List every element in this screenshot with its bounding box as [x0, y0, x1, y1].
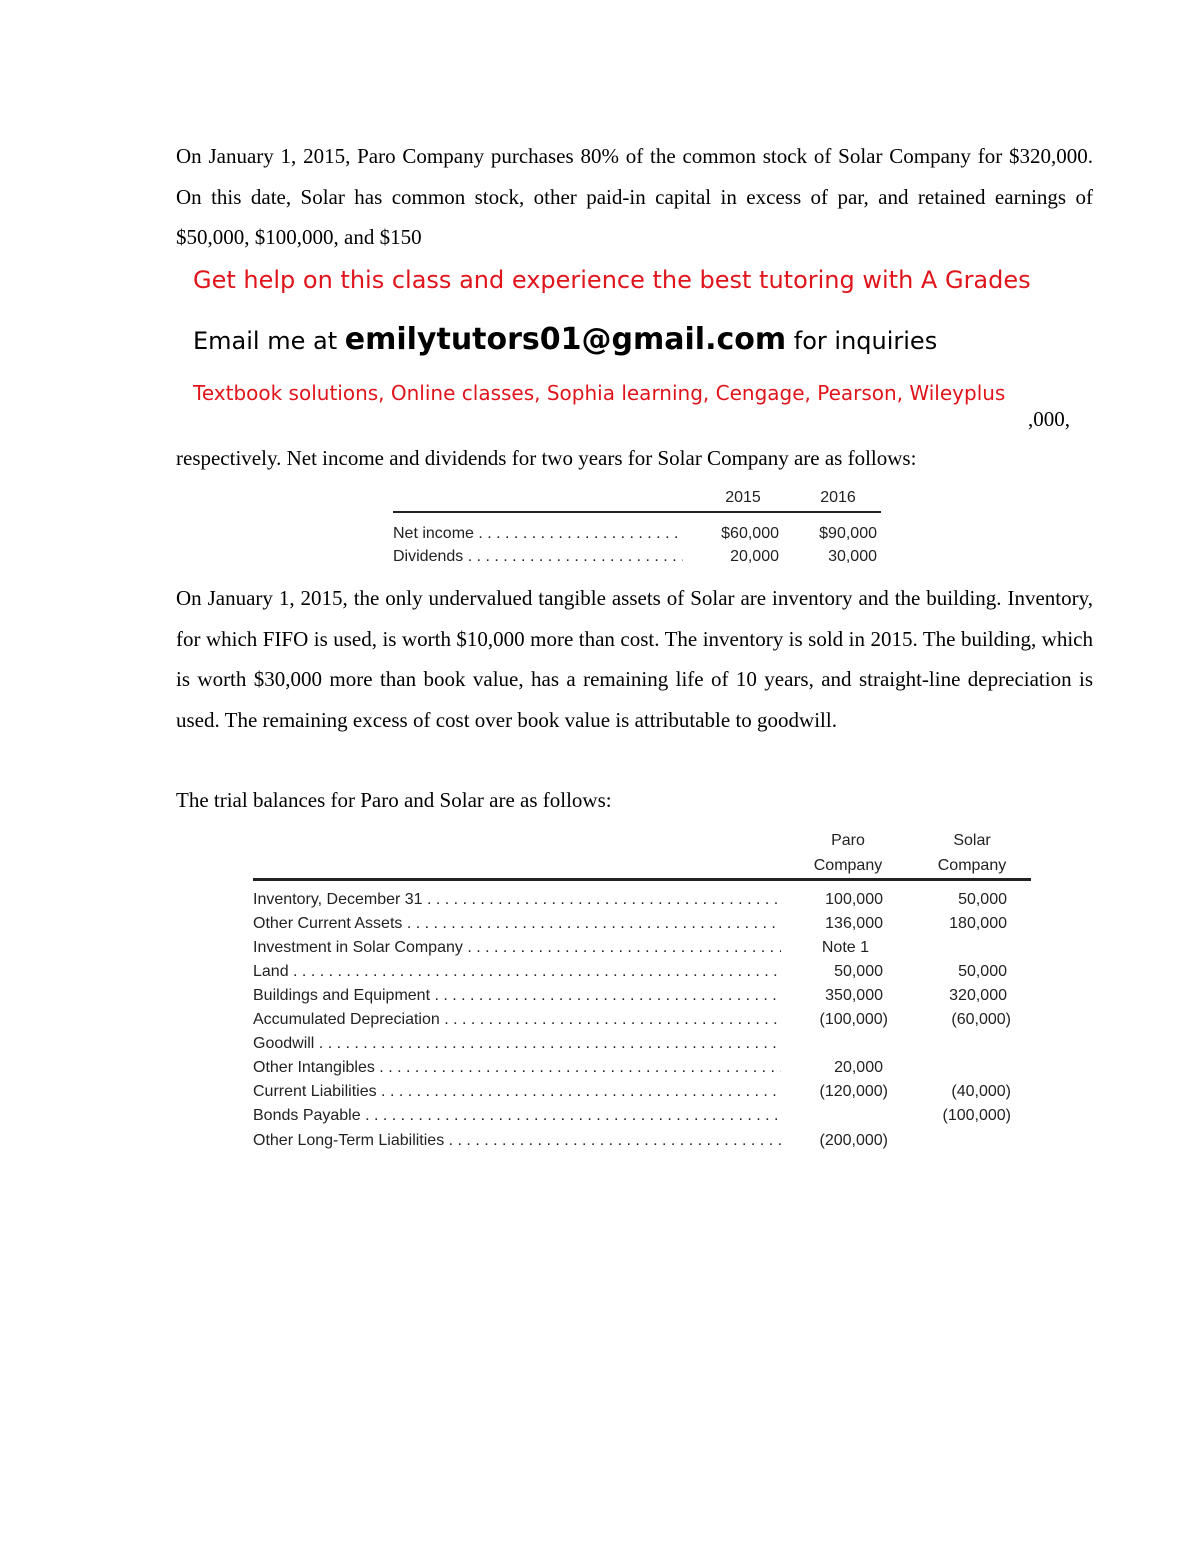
trial-row-paro: 350,000: [825, 987, 883, 1004]
income-header-rule: [393, 511, 881, 513]
trial-row-solar: (60,000): [951, 1011, 1011, 1028]
trial-row-solar: 50,000: [958, 963, 1007, 980]
trial-balance-table: [253, 828, 1031, 1158]
table-row: [253, 1011, 1031, 1033]
table-row: [253, 1059, 1031, 1081]
trial-row-paro: 20,000: [834, 1059, 883, 1076]
trial-col-solar-line2: Company: [937, 857, 1007, 874]
trial-row-label: Bonds Payable . . .: [253, 1107, 781, 1125]
income-row-value: 20,000: [730, 548, 779, 565]
table-row: [253, 1035, 1031, 1057]
income-row-value: $90,000: [819, 525, 877, 542]
trial-col-solar-line1: Solar: [953, 832, 991, 849]
fragment-text: ,000,: [1028, 407, 1070, 431]
table-row: [393, 548, 881, 570]
trial-row-label: Other Intangibles . . .: [253, 1059, 781, 1077]
trial-col-paro-line1: Paro: [831, 832, 865, 849]
table-row: [253, 987, 1031, 1009]
ad-services: Textbook solutions, Online classes, Sophia learning, Cengage, Pearson, Wileyplus: [193, 381, 1006, 405]
income-col-2015: 2015: [725, 489, 761, 506]
income-row-value: $60,000: [721, 525, 779, 542]
income-col-2016: 2016: [820, 489, 856, 506]
table-row: [253, 891, 1031, 913]
trial-row-solar: (40,000): [951, 1083, 1011, 1100]
ad-email-suffix: for inquiries: [793, 327, 938, 355]
trial-row-solar: 50,000: [958, 891, 1007, 908]
trial-row-label: Other Long-Term Liabilities . . .: [253, 1132, 781, 1150]
table-row: [253, 1132, 1031, 1154]
trial-row-paro: 136,000: [825, 915, 883, 932]
trial-row-paro: (200,000): [819, 1132, 888, 1149]
trial-row-label: Land . . .: [253, 963, 781, 981]
ad-email-address: emilytutors01@gmail.com: [344, 322, 787, 357]
ad-email-line: [193, 322, 937, 357]
table-row: [253, 1083, 1031, 1105]
income-row-label: Net income . . .: [393, 525, 683, 543]
table-row: [253, 939, 1031, 961]
assets-paragraph: On January 1, 2015, the only undervalued tangible assets of Solar are inventory and the building. Inventory, for which FIFO is used, is worth $10,000 more than cost. The inventory is sold in 2015. The building, which is worth $30,000 more than book value, has a remaining life of 10 years, and straight-line depreciation is used. The remaining excess of cost over book value is attributable to goodwill.: [176, 586, 1093, 732]
trial-row-label: Current Liabilities . . .: [253, 1083, 781, 1101]
trial-row-solar: 320,000: [949, 987, 1007, 1004]
trial-row-label: Accumulated Depreciation . . .: [253, 1011, 781, 1029]
ad-headline: Get help on this class and experience the best tutoring with A Grades: [193, 266, 1031, 294]
trial-col-paro-line2: Company: [813, 857, 883, 874]
trial-row-solar: (100,000): [942, 1107, 1011, 1124]
trial-row-label: Investment in Solar Company . . .: [253, 939, 781, 957]
income-table: [393, 486, 881, 576]
trial-header-rule: [253, 878, 1031, 881]
respectively-line: respectively. Net income and dividends for two years for Solar Company are as follows:: [176, 446, 917, 470]
table-row: [253, 963, 1031, 985]
trial-row-label: Goodwill . . .: [253, 1035, 781, 1053]
intro-paragraph: On January 1, 2015, Paro Company purchases 80% of the common stock of Solar Company for $320,000. On this date, Solar has common stock, other paid-in capital in excess of par, and retained earnings of $50,000, $100,000, and $150: [176, 144, 1093, 249]
trial-row-solar: 180,000: [949, 915, 1007, 932]
trial-row-paro: 50,000: [834, 963, 883, 980]
trial-row-paro: 100,000: [825, 891, 883, 908]
table-row: [253, 1107, 1031, 1129]
trial-row-label: Inventory, December 31 . . .: [253, 891, 781, 909]
table-row: [253, 915, 1031, 937]
trial-row-label: Other Current Assets . . .: [253, 915, 781, 933]
trial-intro: The trial balances for Paro and Solar are as follows:: [176, 788, 612, 812]
table-row: [393, 525, 881, 547]
trial-row-paro: (100,000): [819, 1011, 888, 1028]
income-row-value: 30,000: [828, 548, 877, 565]
trial-row-label: Buildings and Equipment . . .: [253, 987, 781, 1005]
trial-row-paro: (120,000): [819, 1083, 888, 1100]
income-row-label: Dividends . . .: [393, 548, 683, 566]
ad-email-prefix: Email me at: [193, 327, 338, 355]
trial-row-paro: Note 1: [821, 939, 869, 956]
